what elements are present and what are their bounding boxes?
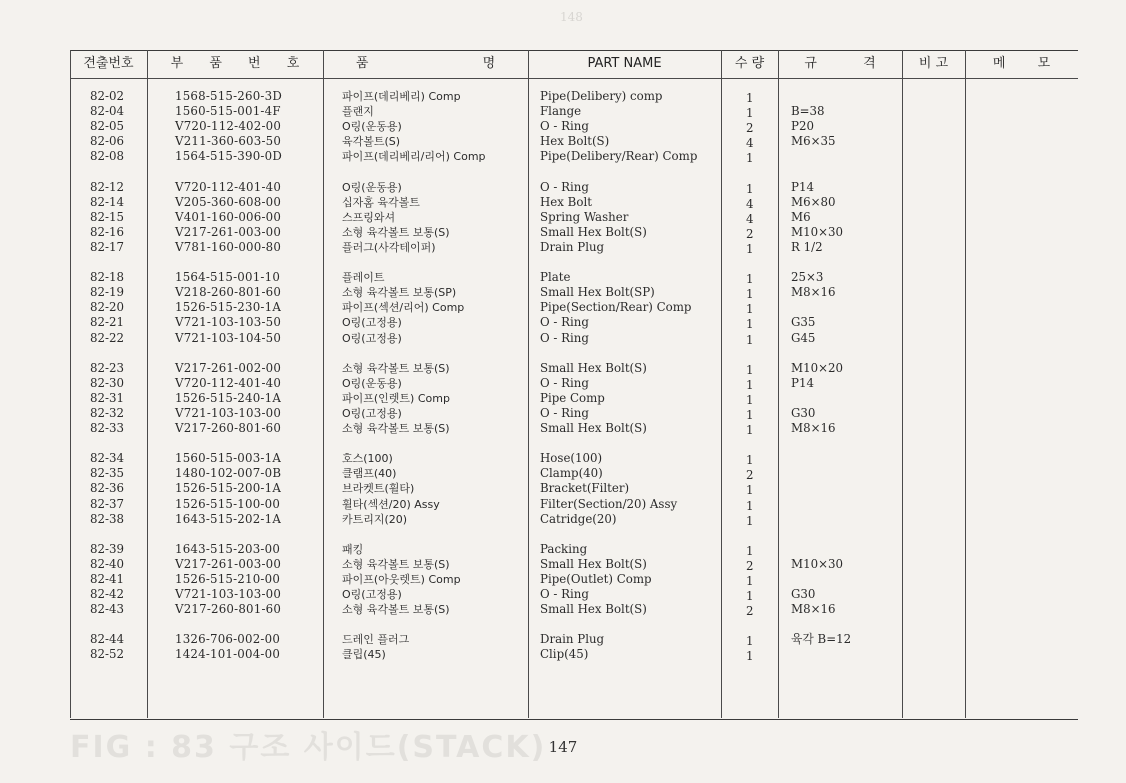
table-row — [0, 376, 1126, 391]
fig-no-cell: 82-38 — [90, 511, 125, 526]
kor-name-cell: 파이프(섹션/리어) Comp — [342, 301, 465, 315]
table-row — [0, 195, 1126, 210]
part-name-cell: Pipe(Outlet) Comp — [540, 572, 652, 586]
part-no-cell: V720-112-401-40 — [175, 179, 282, 194]
part-name-cell: Spring Washer — [540, 209, 629, 224]
part-no-cell: 1526-515-230-1A — [175, 300, 282, 315]
kor-name-cell: 플러그(사각테이퍼) — [342, 240, 436, 254]
qty-cell: 1 — [746, 513, 754, 528]
part-no-cell: V721-103-103-00 — [175, 587, 282, 602]
qty-cell: 4 — [746, 211, 754, 226]
part-no-cell: 1424-101-004-00 — [175, 647, 281, 662]
part-name-cell: Pipe(Section/Rear) Comp — [540, 300, 692, 315]
kor-name-cell: 파이프(아웃렛트) Comp — [342, 573, 461, 586]
kor-name-cell: O링(운동용) — [342, 120, 402, 134]
table-row — [0, 391, 1126, 406]
fig-no-cell: 82-35 — [90, 466, 125, 481]
qty-cell: 1 — [746, 332, 754, 347]
part-name-cell: Small Hex Bolt(S) — [540, 556, 647, 571]
table-row — [0, 104, 1126, 119]
part-name-cell: Pipe(Delibery) comp — [540, 89, 663, 103]
part-no-cell: V205-360-608-00 — [175, 194, 282, 209]
fig-no-cell: 82-05 — [90, 119, 125, 134]
fig-no-cell: 82-52 — [90, 647, 125, 662]
part-name-cell: Plate — [540, 270, 571, 285]
fig-no-cell: 82-37 — [90, 496, 125, 511]
fig-no-cell: 82-32 — [90, 405, 125, 420]
fig-no-cell: 82-04 — [90, 104, 125, 119]
kor-name-cell: 플레이트 — [342, 271, 385, 285]
fig-no-cell: 82-39 — [90, 541, 125, 556]
fig-no-cell: 82-21 — [90, 315, 125, 330]
part-no-cell: V217-261-002-00 — [175, 360, 282, 375]
part-name-cell: Small Hex Bolt(S) — [540, 360, 647, 375]
table-row — [0, 632, 1126, 647]
part-name-cell: Small Hex Bolt(S) — [540, 421, 647, 436]
qty-cell: 1 — [746, 574, 754, 588]
table-row — [0, 210, 1126, 225]
part-name-cell: Hex Bolt — [540, 194, 592, 209]
qty-cell: 1 — [746, 91, 754, 105]
fig-no-cell: 82-34 — [90, 451, 125, 466]
part-name-cell: Small Hex Bolt(S) — [540, 224, 647, 239]
kor-name-cell: 소형 육각볼트 보통(S) — [342, 557, 450, 571]
part-no-cell: V211-360-603-50 — [175, 134, 282, 149]
spec-cell: M8×16 — [791, 421, 836, 436]
header-spec: 규 격 — [804, 56, 876, 71]
header-fig-no: 견출번호 — [83, 56, 134, 71]
qty-cell: 1 — [746, 634, 754, 649]
header-memo: 메 모 — [992, 56, 1051, 71]
spec-cell: B=38 — [791, 104, 825, 119]
qty-cell: 1 — [746, 151, 754, 166]
spec-cell: M6×35 — [791, 134, 836, 149]
kor-name-cell: 스프링와셔 — [342, 210, 396, 224]
fig-no-cell: 82-42 — [90, 587, 125, 602]
qty-cell: 1 — [746, 181, 754, 196]
kor-name-cell: O링(고정용) — [342, 316, 402, 330]
table-row — [0, 285, 1126, 300]
part-name-cell: O - Ring — [540, 179, 589, 194]
spec-cell: M10×30 — [791, 224, 843, 239]
part-no-cell: 1564-515-390-0D — [175, 149, 282, 164]
table-row — [0, 149, 1126, 164]
spec-cell: P14 — [791, 375, 814, 390]
part-name-cell: Flange — [540, 104, 582, 119]
spec-cell: P20 — [791, 119, 814, 134]
fig-no-cell: 82-41 — [90, 572, 125, 586]
spec-cell: M10×20 — [791, 360, 843, 375]
part-no-cell: 1480-102-007-0B — [175, 466, 282, 481]
part-name-cell: Drain Plug — [540, 632, 605, 647]
qty-cell: 2 — [746, 226, 754, 241]
part-no-cell: 1560-515-001-4F — [175, 104, 281, 119]
header-remarks: 비 고 — [918, 56, 949, 71]
part-name-cell: O - Ring — [540, 330, 589, 345]
table-row — [0, 557, 1126, 572]
part-name-cell: Clamp(40) — [540, 466, 603, 481]
part-name-cell: Small Hex Bolt(S) — [540, 602, 647, 617]
part-no-cell: 1643-515-203-00 — [175, 541, 281, 556]
table-row — [0, 451, 1126, 466]
part-name-cell: Pipe(Delibery/Rear) Comp — [540, 149, 698, 164]
kor-name-cell: 파이프(데리베리/리어) Comp — [342, 150, 486, 164]
table-row — [0, 270, 1126, 285]
fig-no-cell: 82-08 — [90, 149, 125, 164]
part-no-cell: V401-160-006-00 — [175, 209, 282, 224]
qty-cell: 1 — [746, 272, 754, 287]
fig-no-cell: 82-19 — [90, 285, 125, 300]
table-row — [0, 134, 1126, 149]
part-name-cell: O - Ring — [540, 405, 589, 420]
part-no-cell: V720-112-401-40 — [175, 375, 282, 390]
part-name-cell: Drain Plug — [540, 239, 605, 254]
part-name-cell: Bracket(Filter) — [540, 481, 630, 496]
page-number: 147 — [548, 738, 578, 756]
spec-cell: G35 — [791, 315, 816, 330]
table-row — [0, 240, 1126, 255]
qty-cell: 1 — [746, 302, 754, 317]
kor-name-cell: 소형 육각볼트 보통(S) — [342, 361, 450, 375]
fig-no-cell: 82-43 — [90, 602, 125, 617]
table-row — [0, 572, 1126, 587]
qty-cell: 1 — [746, 241, 754, 256]
fig-no-cell: 82-14 — [90, 194, 125, 209]
fig-no-cell: 82-30 — [90, 375, 125, 390]
part-no-cell: 1568-515-260-3D — [175, 89, 282, 103]
qty-cell: 4 — [746, 196, 754, 211]
part-name-cell: Hex Bolt(S) — [540, 134, 610, 149]
part-name-cell: O - Ring — [540, 315, 589, 330]
faint-bleed-number: 148 — [560, 10, 583, 24]
part-name-cell: Catridge(20) — [540, 511, 617, 526]
table-row — [0, 466, 1126, 481]
qty-cell: 1 — [746, 649, 754, 664]
spec-cell: M10×30 — [791, 556, 843, 571]
qty-cell: 2 — [746, 558, 754, 573]
fig-no-cell: 82-40 — [90, 556, 125, 571]
group-spacer — [0, 527, 1126, 542]
fig-no-cell: 82-16 — [90, 224, 125, 239]
qty-cell: 1 — [746, 453, 754, 468]
part-no-cell: V720-112-402-00 — [175, 119, 282, 134]
qty-cell: 1 — [746, 362, 754, 377]
group-spacer — [0, 346, 1126, 361]
part-no-cell: V721-103-103-00 — [175, 405, 282, 420]
part-no-cell: V217-261-003-00 — [175, 556, 282, 571]
qty-cell: 1 — [746, 498, 754, 513]
part-no-cell: V218-260-801-60 — [175, 285, 282, 300]
spec-cell: P14 — [791, 179, 814, 194]
qty-cell: 1 — [746, 317, 754, 332]
kor-name-cell: 패킹 — [342, 542, 364, 556]
fig-no-cell: 82-02 — [90, 89, 125, 103]
qty-cell: 1 — [746, 589, 754, 604]
part-no-cell: 1564-515-001-10 — [175, 270, 281, 285]
qty-cell: 1 — [746, 483, 754, 498]
spec-cell: 육각 B=12 — [791, 632, 852, 647]
kor-name-cell: 십자홈 육각볼트 — [342, 195, 420, 209]
table-row — [0, 361, 1126, 376]
part-name-cell: Pipe Comp — [540, 390, 605, 405]
group-spacer — [0, 164, 1126, 179]
part-no-cell: 1526-515-210-00 — [175, 572, 281, 586]
spec-cell: M6×80 — [791, 194, 836, 209]
kor-name-cell: 육각볼트(S) — [342, 135, 401, 149]
qty-cell: 1 — [746, 423, 754, 438]
spec-cell: G30 — [791, 405, 816, 420]
fig-no-cell: 82-22 — [90, 330, 125, 345]
part-no-cell: 1326-706-002-00 — [175, 632, 281, 647]
spec-cell: R 1/2 — [791, 239, 823, 254]
qty-cell: 2 — [746, 468, 754, 483]
fig-no-cell: 82-36 — [90, 481, 125, 496]
table-row — [0, 647, 1126, 662]
qty-cell: 1 — [746, 407, 754, 422]
table-row — [0, 315, 1126, 330]
table-row — [0, 180, 1126, 195]
kor-name-cell: 소형 육각볼트 보통(SP) — [342, 286, 457, 300]
header-kor-name: 품 명 — [355, 56, 496, 71]
part-name-cell: O - Ring — [540, 375, 589, 390]
part-name-cell: Small Hex Bolt(SP) — [540, 285, 655, 300]
group-spacer — [0, 617, 1126, 632]
qty-cell: 1 — [746, 287, 754, 302]
kor-name-cell: O링(고정용) — [342, 406, 402, 420]
table-row — [0, 331, 1126, 346]
kor-name-cell: 브라켓트(휠타) — [342, 482, 415, 496]
part-no-cell: V217-260-801-60 — [175, 602, 282, 617]
fig-no-cell: 82-20 — [90, 300, 125, 315]
table-row — [0, 406, 1126, 421]
fig-no-cell: 82-31 — [90, 390, 125, 405]
qty-cell: 1 — [746, 106, 754, 121]
table-row — [0, 225, 1126, 240]
spec-cell: G45 — [791, 330, 816, 345]
qty-cell: 2 — [746, 121, 754, 136]
fig-no-cell: 82-06 — [90, 134, 125, 149]
part-no-cell: V721-103-103-50 — [175, 315, 282, 330]
kor-name-cell: 플랜지 — [342, 105, 374, 119]
part-no-cell: V721-103-104-50 — [175, 330, 282, 345]
part-name-cell: Clip(45) — [540, 647, 589, 662]
kor-name-cell: 파이프(인렛트) Comp — [342, 391, 450, 405]
qty-cell: 1 — [746, 543, 754, 558]
part-name-cell: Hose(100) — [540, 451, 603, 466]
part-no-cell: V781-160-000-80 — [175, 239, 282, 254]
part-no-cell: 1560-515-003-1A — [175, 451, 282, 466]
fig-no-cell: 82-33 — [90, 421, 125, 436]
part-name-cell: O - Ring — [540, 587, 589, 602]
table-row — [0, 300, 1126, 315]
kor-name-cell: 휠타(섹션/20) Assy — [342, 497, 440, 511]
kor-name-cell: 호스(100) — [342, 452, 393, 466]
kor-name-cell: 소형 육각볼트 보통(S) — [342, 422, 450, 436]
kor-name-cell: O링(운동용) — [342, 180, 402, 194]
kor-name-cell: 파이프(데리베리) Comp — [342, 90, 461, 103]
kor-name-cell: 카트리지(20) — [342, 512, 408, 526]
qty-cell: 2 — [746, 604, 754, 619]
kor-name-cell: O링(고정용) — [342, 331, 402, 345]
header-qty: 수 량 — [734, 56, 765, 71]
group-spacer — [0, 436, 1126, 451]
table-row — [0, 119, 1126, 134]
table-row — [0, 421, 1126, 436]
part-name-cell: O - Ring — [540, 119, 589, 134]
fig-no-cell: 82-23 — [90, 360, 125, 375]
header-divider — [70, 78, 1078, 79]
table-row — [0, 512, 1126, 527]
parts-list — [0, 89, 1126, 663]
header-part-name: PART NAME — [587, 56, 662, 71]
qty-cell: 1 — [746, 392, 754, 407]
kor-name-cell: 소형 육각볼트 보통(S) — [342, 603, 450, 617]
part-no-cell: 1526-515-240-1A — [175, 390, 282, 405]
table-row — [0, 587, 1126, 602]
part-name-cell: Packing — [540, 541, 588, 556]
fig-no-cell: 82-15 — [90, 209, 125, 224]
table-row — [0, 602, 1126, 617]
fig-no-cell: 82-12 — [90, 179, 125, 194]
spec-cell: M8×16 — [791, 602, 836, 617]
spec-cell: G30 — [791, 587, 816, 602]
spec-cell: M8×16 — [791, 285, 836, 300]
spec-cell: 25×3 — [791, 270, 824, 285]
part-name-cell: Filter(Section/20) Assy — [540, 496, 678, 511]
group-spacer — [0, 255, 1126, 270]
table-row — [0, 481, 1126, 496]
part-no-cell: 1526-515-100-00 — [175, 496, 281, 511]
part-no-cell: 1526-515-200-1A — [175, 481, 282, 496]
fig-no-cell: 82-44 — [90, 632, 125, 647]
table-row — [0, 497, 1126, 512]
spec-cell: M6 — [791, 209, 811, 224]
table-row — [0, 89, 1126, 104]
fig-no-cell: 82-18 — [90, 270, 125, 285]
faint-bleed-footer: FIG : 83 구조 사이드(STACK) — [70, 730, 547, 765]
qty-cell: 4 — [746, 136, 754, 151]
header-part-no: 부 품 번 호 — [170, 56, 300, 71]
fig-no-cell: 82-17 — [90, 239, 125, 254]
qty-cell: 1 — [746, 377, 754, 392]
kor-name-cell: 소형 육각볼트 보통(S) — [342, 225, 450, 239]
part-no-cell: 1643-515-202-1A — [175, 511, 282, 526]
part-no-cell: V217-260-801-60 — [175, 421, 282, 436]
part-no-cell: V217-261-003-00 — [175, 224, 282, 239]
kor-name-cell: 드레인 플러그 — [342, 633, 410, 647]
kor-name-cell: O링(고정용) — [342, 588, 402, 602]
kor-name-cell: 클램프(40) — [342, 467, 397, 481]
kor-name-cell: 클립(45) — [342, 648, 386, 662]
table-row — [0, 542, 1126, 557]
kor-name-cell: O링(운동용) — [342, 376, 402, 390]
